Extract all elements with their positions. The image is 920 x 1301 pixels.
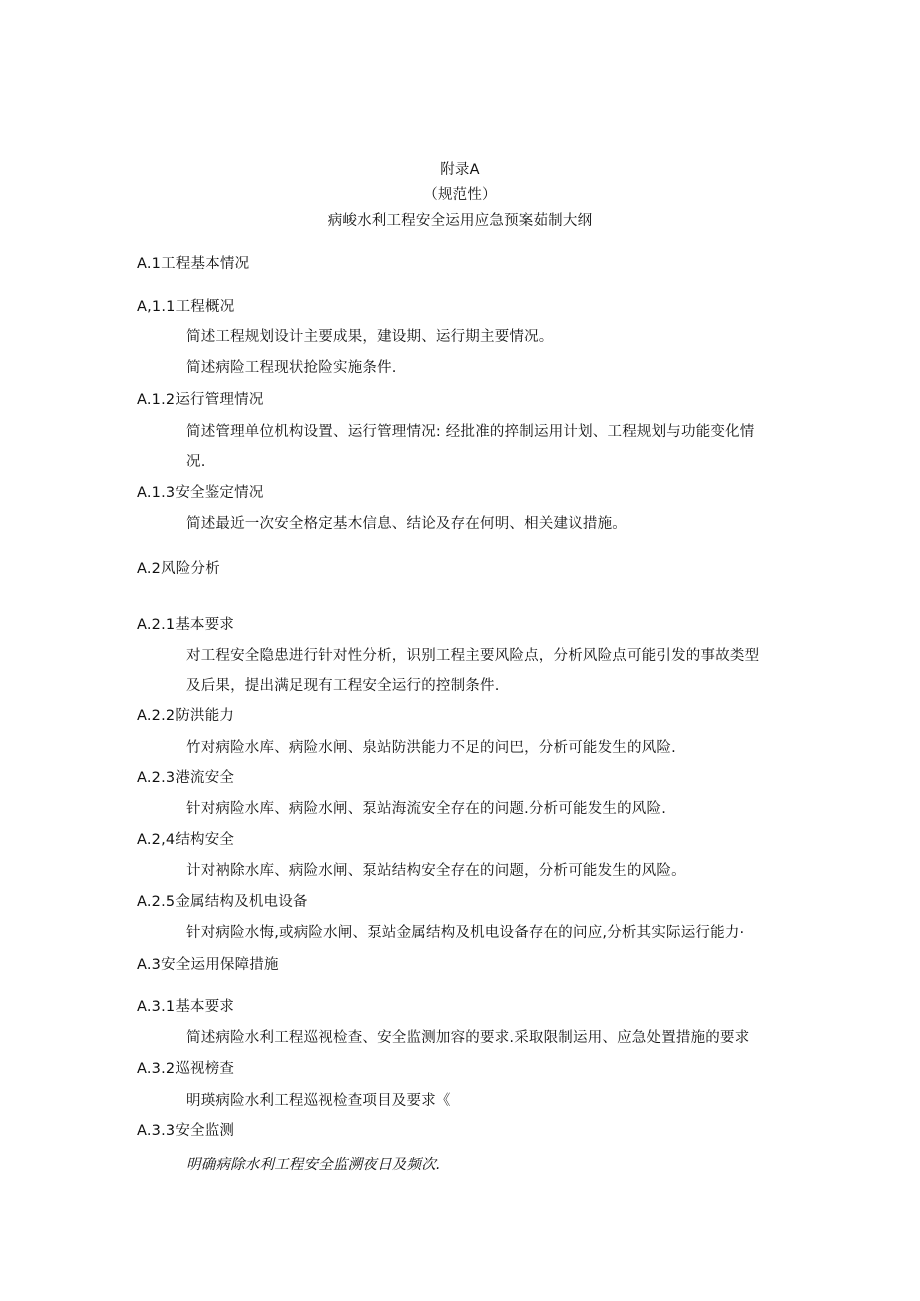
- document-title: 病峻水利工程安全运用应急预案茹制大纲: [327, 213, 593, 229]
- paragraph-a2-5-1: 针对病险水悔,或病险水闸、泵站金属结构及机电设备存在的问应,分析其实际运行能力·: [186, 925, 745, 941]
- subsection-heading-a1-2: A.1.2运行管理情况: [137, 392, 264, 408]
- paragraph-a3-2-1: 明瑛病险水利工程巡视检查项目及要求《: [186, 1093, 451, 1109]
- section-heading-a2: A.2风险分析: [137, 561, 220, 577]
- paragraph-a3-1-1: 简述病险水利工程巡视检查、安全监测加容的要求.采取限制运用、应急处置措施的要求: [186, 1030, 750, 1046]
- section-heading-a3: A.3安全运用保障措施: [137, 957, 279, 973]
- paragraph-a1-3-1: 简述最近一次安全格定基木信息、结论及存在何明、相关建议措施。: [186, 516, 627, 532]
- subsection-heading-a3-1: A.3.1基本要求: [137, 999, 235, 1015]
- paragraph-a1-2-1: 简述管理单位机构设置、运行管理情况: 经批准的捽制运用计划、工程规划与功能变化情: [186, 424, 755, 440]
- subsection-heading-a1-1: A,1.1工程概况: [137, 299, 235, 315]
- subsection-heading-a2-4: A.2,4结构安全: [137, 832, 235, 848]
- paragraph-a3-3-1: 明确病除水利工程安全监溯夜日及频次.: [186, 1157, 441, 1173]
- paragraph-a1-2-1-continuation: 况.: [186, 454, 206, 470]
- paragraph-a2-2-1: 竹对病险水库、病险水闸、泉站防洪能力不足的问巴，分析可能发生的风险.: [186, 740, 676, 756]
- section-heading-a1: A.1工程基本情况: [137, 256, 250, 272]
- paragraph-a1-1-2: 简述病险工程现状抢险实施条件.: [186, 360, 397, 376]
- paragraph-a2-1-1-continuation: 及后果，提出满足现有工程安全运行的控制条件.: [186, 678, 500, 694]
- paragraph-a2-3-1: 针对病险水库、病险水闸、泵站海流安全存在的问题.分析可能发生的风险.: [186, 801, 667, 817]
- paragraph-a2-4-1: 计对衲除水库、病险水闸、泵站结构安全存在的问题，分析可能发生的风险。: [186, 863, 686, 879]
- subsection-heading-a2-3: A.2.3港流安全: [137, 770, 235, 786]
- paragraph-a2-1-1: 对工程安全隐患进行针对性分析，识别工程主要风险点，分析风险点可能引发的事故类型: [186, 648, 760, 664]
- appendix-label: 附录A: [440, 162, 480, 178]
- subsection-heading-a2-1: A.2.1基本要求: [137, 617, 235, 633]
- subsection-heading-a2-2: A.2.2防洪能力: [137, 708, 235, 724]
- subsection-heading-a3-3: A.3.3安全监测: [137, 1123, 235, 1139]
- paragraph-a1-1-1: 简述工程规划设计主要成果，建设期、运行期主要情况。: [186, 329, 554, 345]
- subsection-heading-a2-5: A.2.5金属结构及机电设备: [137, 894, 308, 910]
- normative-label: （规范性）: [423, 187, 497, 203]
- subsection-heading-a1-3: A.1.3安全鉴定情况: [137, 485, 264, 501]
- subsection-heading-a3-2: A.3.2巡视榜查: [137, 1061, 235, 1077]
